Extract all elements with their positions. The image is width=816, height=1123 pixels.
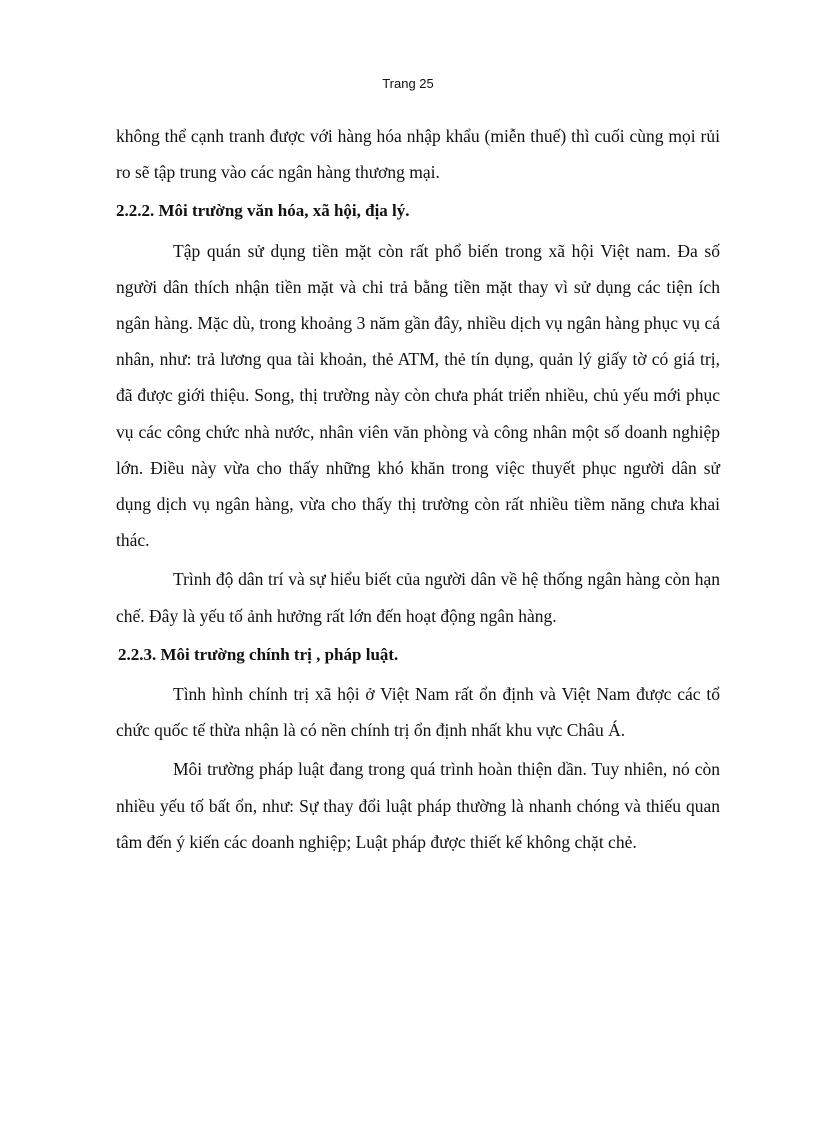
paragraph-political-stability: Tình hình chính trị xã hội ở Việt Nam rất ổn định và Việt Nam được các tổ chức quốc tế thừa nhận là có nền chính trị ổn định nhất khu vực Châu Á.	[116, 684, 720, 741]
document-body	[116, 118, 720, 863]
section-heading-2-2-3: 2.2.3. Môi trường chính trị , pháp luật.	[118, 644, 399, 664]
paragraph-education-level: Trình độ dân trí và sự hiểu biết của người dân về hệ thống ngân hàng còn hạn chế. Đây là yếu tố ảnh hưởng rất lớn đến hoạt động ngân hàng.	[116, 569, 720, 626]
intro-paragraph: không thể cạnh tranh được với hàng hóa nhập khẩu (miễn thuế) thì cuối cùng mọi rủi ro sẽ tập trung vào các ngân hàng thương mại.	[116, 126, 720, 183]
section-heading-2-2-2: 2.2.2. Môi trường văn hóa, xã hội, địa lý.	[116, 201, 410, 221]
paragraph-cash-usage: Tập quán sử dụng tiền mặt còn rất phổ biến trong xã hội Việt nam. Đa số người dân thích nhận tiền mặt và chi trả bằng tiền mặt thay vì sử dụng các tiện ích ngân hàng. Mặc dù, trong khoảng 3 năm gần đây, nhiều dịch vụ ngân hàng phục vụ cá nhân, như: trả lương qua tài khoản, thẻ ATM, thẻ tín dụng, quản lý giấy tờ có giá trị, đã được giới thiệu. Song, thị trường này còn chưa phát triển nhiều, chủ yếu mới phục vụ các công chức nhà nước, nhân viên văn phòng và công nhân một số doanh nghiệp lớn. Điều này vừa cho thấy những khó khăn trong việc thuyết phục người dân sử dụng dịch vụ ngân hàng, vừa cho thấy thị trường còn rất nhiều tiềm năng chưa khai thác.	[116, 240, 720, 551]
paragraph-legal-environment: Môi trường pháp luật đang trong quá trình hoàn thiện dần. Tuy nhiên, nó còn nhiều yếu tố bất ổn, như: Sự thay đổi luật pháp thường là nhanh chóng và thiếu quan tâm đến ý kiến các doanh nghiệp; Luật pháp được thiết kế không chặt chẻ.	[116, 759, 720, 852]
page-number: Trang 25	[382, 76, 434, 91]
